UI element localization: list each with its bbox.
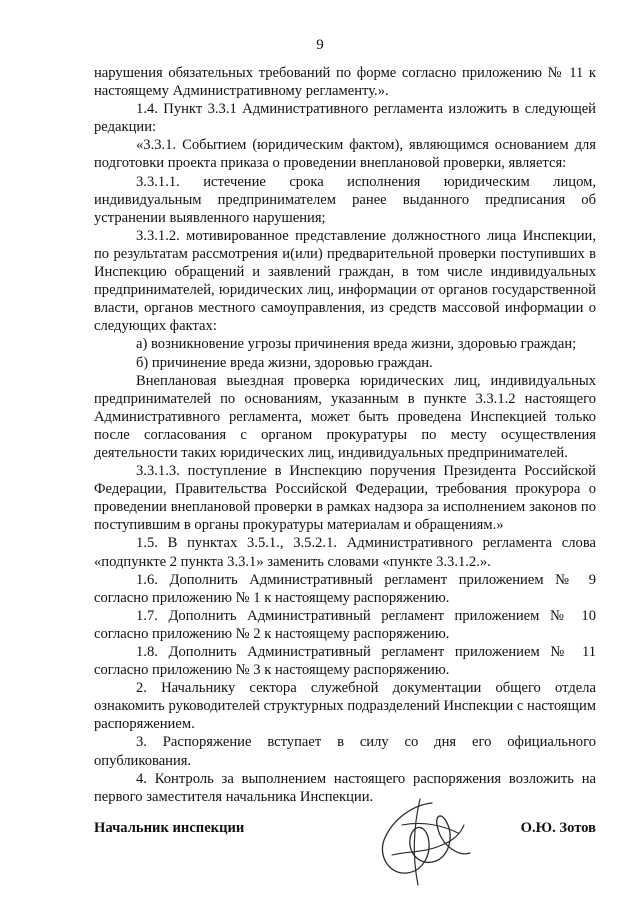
paragraph: нарушения обязательных требований по форме согласно приложению № 11 к настоящему Административному регламенту.». xyxy=(94,65,596,100)
handwritten-signature-icon xyxy=(362,795,482,890)
paragraph: 1.7. Дополнить Административный регламент приложением № 10 согласно приложению № 2 к настоящему распоряжению. xyxy=(94,607,596,642)
paragraph: 1.5. В пунктах 3.5.1., 3.5.2.1. Административного регламента слова «подпункте 2 пункта 3.3.1» заменить словами «пункте 3.3.1.2.». xyxy=(94,535,596,570)
paragraph: 3.3.1.2. мотивированное представление должностного лица Инспекции, по результатам рассмотрения и(или) предварительной проверки поступивших в Инспекцию обращений и заявлений граждан, в том числе индивидуальных предпринимателей, юридических лиц, информации от органов государственной власти, органов местного самоуправления, из средств массовой информации о следующих фактах: xyxy=(94,227,596,335)
paragraph: 1.6. Дополнить Административный регламент приложением № 9 согласно приложению № 1 к настоящему распоряжению. xyxy=(94,571,596,606)
signatory-name: О.Ю. Зотов xyxy=(520,820,596,836)
paragraph: 4. Контроль за выполнением настоящего распоряжения возложить на первого заместителя начальника Инспекции. xyxy=(94,770,596,805)
paragraph: а) возникновение угрозы причинения вреда жизни, здоровью граждан; xyxy=(136,336,577,353)
paragraph: «3.3.1. Событием (юридическим фактом), являющимся основанием для подготовки проекта приказа о проведении внеплановой проверки, является: xyxy=(94,137,596,172)
page-number: 9 xyxy=(316,37,324,53)
paragraph: 3. Распоряжение вступает в силу со дня его официального опубликования. xyxy=(94,734,596,769)
paragraph: 1.4. Пункт 3.3.1 Административного регламента изложить в следующей редакции: xyxy=(94,101,596,136)
paragraph: б) причинение вреда жизни, здоровью граждан. xyxy=(136,354,433,371)
paragraph: 3.3.1.1. истечение срока исполнения юридическим лицом, индивидуальным предпринимателем ранее выданного предписания об устранении выявленного нарушения; xyxy=(94,173,596,226)
paragraph: 2. Начальнику сектора служебной документации общего отдела ознакомить руководителей структурных подразделений Инспекции с настоящим распоряжением. xyxy=(94,680,596,733)
paragraph: 3.3.1.3. поступление в Инспекцию поручения Президента Российской Федерации, Правительства Российской Федерации, требования прокурора о проведении внеплановой проверки в рамках надзора за исполнением законов по поступившим в органы прокуратуры материалам и обращениям.» xyxy=(94,463,596,534)
paragraph: 1.8. Дополнить Административный регламент приложением № 11 согласно приложению № 3 к настоящему распоряжению. xyxy=(94,644,596,679)
document-body xyxy=(94,64,596,806)
signatory-title: Начальник инспекции xyxy=(94,820,245,836)
paragraph: Внеплановая выездная проверка юридических лиц, индивидуальных предпринимателей по основаниям, указанным в пункте 3.3.1.2 настоящего Административного регламента, может быть проведена Инспекцией только после согласования с органом прокуратуры по месту осуществления деятельности таких юридических лиц, индивидуальных предпринимателей. xyxy=(94,372,596,461)
